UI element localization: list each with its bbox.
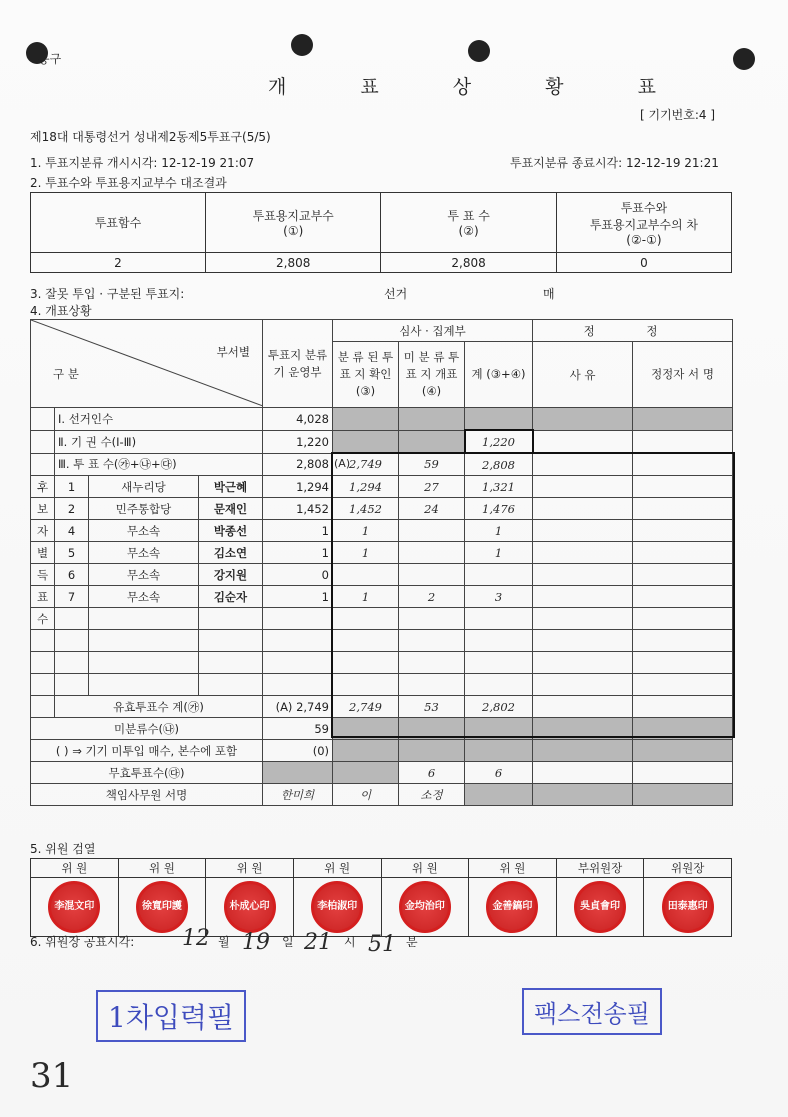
row-total-sum: 2,808: [465, 453, 533, 476]
seal-stamp: 金善鎬印: [486, 881, 538, 933]
candidate-party: 민주통합당: [89, 498, 199, 520]
section3-unit-sheet: 매: [543, 287, 555, 301]
candidate-machine: 0: [263, 564, 333, 586]
candidate-row: 보 2 민주통합당 문재인 1,452 1,452 24 1,476: [31, 498, 733, 520]
machine-number: [ 기기번호:4 ]: [640, 108, 716, 122]
candidate-name: 박근혜: [199, 476, 263, 498]
candidate-row: 별 5 무소속 김소연 1 1 1: [31, 542, 733, 564]
candidate-number: 6: [55, 564, 89, 586]
candidate-sum: [465, 564, 533, 586]
candidate-row: 자 4 무소속 박종선 1 1 1: [31, 520, 733, 542]
role-label: 위원장: [644, 859, 732, 878]
candidate-name: 문재인: [199, 498, 263, 520]
candidate-party: 무소속: [89, 564, 199, 586]
candidate-machine: 1: [263, 586, 333, 608]
candidate-number: 7: [55, 586, 89, 608]
signature-part-2: 이: [333, 784, 399, 806]
candidate-machine: 1: [263, 542, 333, 564]
announce-minute: 51: [368, 932, 396, 957]
count-status-table: 부서별 구 분 투표지 분류기 운영부 심사 · 집계부 정 정 분 류 된 투 표 지 확인(③) 미 분 류 투 표 지 개표(④) 계 (③+④) 사 유 정정자 서 명 Ⅰ. 선거인수 4,028 Ⅱ. 기 권 수(Ⅰ-Ⅲ) 1,220 1,220 Ⅲ. 투 표 수(㉮+㉯+㉰) 2,808 (A) 2,749 59 2,808 후 1 새누리당 박근혜 1,294 1,294 27 1,321 보 2 민주통합당 문재인 1,452 1,452 24 1,476 자 4 무소속 박종선 1 1 1 별 5 무소속 김소연 1 1 1 득 6 무소속 강지원 0 표 7 무소속 김순자 1 1 2 3 수 유효투표수 계(㉮) (A) 2,749 2,749 53 2,802 미분류수(㉯) 59 ( ) ⇒ 기기 미투입 매수, 본수에 포함 (0) 무효투표수(㉰) 6 6 책임사무원 서명 한미희 이 소정: [30, 319, 733, 806]
candidate-unclassified: [399, 564, 465, 586]
signature-part-3: 소정: [399, 784, 465, 806]
seal-stamp: 金均治印: [399, 881, 451, 933]
punch-hole: [291, 34, 313, 56]
candidate-row: 후 1 새누리당 박근혜 1,294 1,294 27 1,321: [31, 476, 733, 498]
candidate-party: 무소속: [89, 520, 199, 542]
section4-heading: 4. 개표상황: [30, 304, 92, 318]
candidate-classified: 1: [333, 542, 399, 564]
header-sum: 계 (③+④): [465, 342, 533, 408]
candidate-machine: 1,452: [263, 498, 333, 520]
candidate-unclassified: [399, 520, 465, 542]
committee-review-table: [30, 858, 732, 937]
role-label: 부위원장: [556, 859, 644, 878]
header-issued: 투표용지교부수 (①): [206, 193, 381, 253]
responsible-signature-label: 책임사무원 서명: [31, 784, 263, 806]
invalid-unclassified: 6: [399, 762, 465, 784]
valid-total-sum: 2,802: [465, 696, 533, 718]
district-label: 동구: [38, 52, 62, 66]
candidate-row: 표 7 무소속 김순자 1 1 2 3: [31, 586, 733, 608]
candidate-classified: 1: [333, 520, 399, 542]
seal-stamp: 朴成心印: [224, 881, 276, 933]
punch-hole: [468, 40, 490, 62]
valid-total-machine: (A) 2,749: [263, 696, 333, 718]
section6-heading: 6. 위원장 공표시각:: [30, 935, 135, 949]
role-label: 위 원: [469, 859, 557, 878]
candidate-classified: [333, 564, 399, 586]
section3-heading: 3. 잘못 투입 · 구분된 투표지:: [30, 287, 185, 301]
row-abstain-label: Ⅱ. 기 권 수(Ⅰ-Ⅲ): [55, 430, 263, 453]
candidate-number: 5: [55, 542, 89, 564]
candidate-unclassified: 24: [399, 498, 465, 520]
role-label: 위 원: [381, 859, 469, 878]
box-count-value: 2: [31, 253, 206, 273]
month-unit: 월: [218, 935, 230, 949]
header-machine: 투표지 분류기 운영부: [263, 320, 333, 408]
announce-month: 12: [182, 926, 210, 951]
row-total-label: Ⅲ. 투 표 수(㉮+㉯+㉰): [55, 453, 263, 476]
valid-total-classified: 2,749: [333, 696, 399, 718]
candidate-classified: 1,452: [333, 498, 399, 520]
role-label: 위 원: [206, 859, 294, 878]
header-gubun: 구 분: [53, 367, 79, 381]
header-correction: 정 정: [533, 320, 733, 342]
header-reason: 사 유: [533, 342, 633, 408]
diagonal-line: [31, 320, 263, 406]
header-box-count: 투표함수: [31, 193, 206, 253]
candidate-unclassified: 27: [399, 476, 465, 498]
role-label: 위 원: [118, 859, 206, 878]
row-abstain-machine: 1,220: [263, 430, 333, 453]
page-title: 개 표 상 황 표: [268, 76, 690, 98]
candidate-classified: 1: [333, 586, 399, 608]
issued-value: 2,808: [206, 253, 381, 273]
header-corner: [31, 320, 263, 408]
announce-hour: 21: [304, 930, 332, 955]
candidate-name: 김소연: [199, 542, 263, 564]
seal-stamp: 李柏淑印: [311, 881, 363, 933]
seal-stamp: 徐寬印護: [136, 881, 188, 933]
sort-start-time: 1. 투표지분류 개시시각: 12-12-19 21:07: [30, 156, 255, 170]
candidate-sum: 1: [465, 542, 533, 564]
candidate-name: 박종선: [199, 520, 263, 542]
announce-day: 19: [242, 930, 270, 955]
candidate-name: 강지원: [199, 564, 263, 586]
votes-value: 2,808: [381, 253, 556, 273]
row-total-machine: 2,808: [263, 453, 333, 476]
header-signer: 정정자 서 명: [633, 342, 733, 408]
election-name: 제18대 대통령선거 성내제2동제5투표구(5/5): [30, 130, 271, 144]
first-input-stamp: 1차입력필: [96, 990, 246, 1042]
signature-part-1: 한미희: [263, 784, 333, 806]
seal-stamp: 吳貞會印: [574, 881, 626, 933]
minute-unit: 분: [406, 935, 418, 949]
seal-stamp: 李混文印: [48, 881, 100, 933]
ballot-comparison-table: [30, 192, 732, 273]
candidate-sum: 3: [465, 586, 533, 608]
hour-unit: 시: [344, 935, 356, 949]
sort-end-time: 투표지분류 종료시각: 12-12-19 21:21: [510, 156, 719, 170]
section3-unit-election: 선거: [384, 287, 408, 301]
header-dept: 부서별: [216, 345, 250, 359]
invalid-votes-label: 무효투표수(㉰): [31, 762, 263, 784]
candidate-unclassified: [399, 542, 465, 564]
candidate-party: 무소속: [89, 542, 199, 564]
row-total-prefix: (A): [334, 456, 351, 470]
candidate-unclassified: 2: [399, 586, 465, 608]
header-classified: 분 류 된 투 표 지 확인(③): [333, 342, 399, 408]
candidate-machine: 1: [263, 520, 333, 542]
invalid-sum: 6: [465, 762, 533, 784]
header-difference: 투표수와 투표용지교부수의 차 (②-①): [556, 193, 731, 253]
candidate-name: 김순자: [199, 586, 263, 608]
day-unit: 일: [282, 935, 294, 949]
role-label: 위 원: [293, 859, 381, 878]
valid-total-label: 유효투표수 계(㉮): [55, 696, 263, 718]
punch-hole: [733, 48, 755, 70]
difference-value: 0: [556, 253, 731, 273]
candidate-sum: 1,321: [465, 476, 533, 498]
unclassified-count-machine: 59: [263, 718, 333, 740]
row-voters-machine: 4,028: [263, 408, 333, 431]
row-abstain-sum: 1,220: [465, 430, 533, 453]
machine-return-value: (0): [263, 740, 333, 762]
candidate-row: 득 6 무소속 강지원 0: [31, 564, 733, 586]
fax-sent-stamp: 팩스전송필: [522, 988, 662, 1035]
candidate-number: 1: [55, 476, 89, 498]
candidate-sum: 1,476: [465, 498, 533, 520]
candidate-classified: 1,294: [333, 476, 399, 498]
header-votes: 투 표 수 (②): [381, 193, 556, 253]
candidate-number: 4: [55, 520, 89, 542]
section5-heading: 5. 위원 검열: [30, 842, 96, 856]
header-review: 심사 · 집계부: [333, 320, 533, 342]
machine-return-label: ( ) ⇒ 기기 미투입 매수, 본수에 포함: [31, 740, 263, 762]
candidate-sum: 1: [465, 520, 533, 542]
header-unclassified: 미 분 류 투 표 지 개표(④): [399, 342, 465, 408]
candidate-party: 무소속: [89, 586, 199, 608]
row-voters-label: Ⅰ. 선거인수: [55, 408, 263, 431]
seal-stamp: 田泰惠印: [662, 881, 714, 933]
candidate-machine: 1,294: [263, 476, 333, 498]
page-number: 31: [30, 1056, 74, 1096]
section2-heading: 2. 투표수와 투표용지교부수 대조결과: [30, 176, 227, 190]
row-total-classified: 2,749: [349, 457, 382, 472]
valid-total-unclassified: 53: [399, 696, 465, 718]
unclassified-count-label: 미분류수(㉯): [31, 718, 263, 740]
row-total-unclassified: 59: [399, 453, 465, 476]
candidate-party: 새누리당: [89, 476, 199, 498]
role-label: 위 원: [31, 859, 119, 878]
candidate-number: 2: [55, 498, 89, 520]
